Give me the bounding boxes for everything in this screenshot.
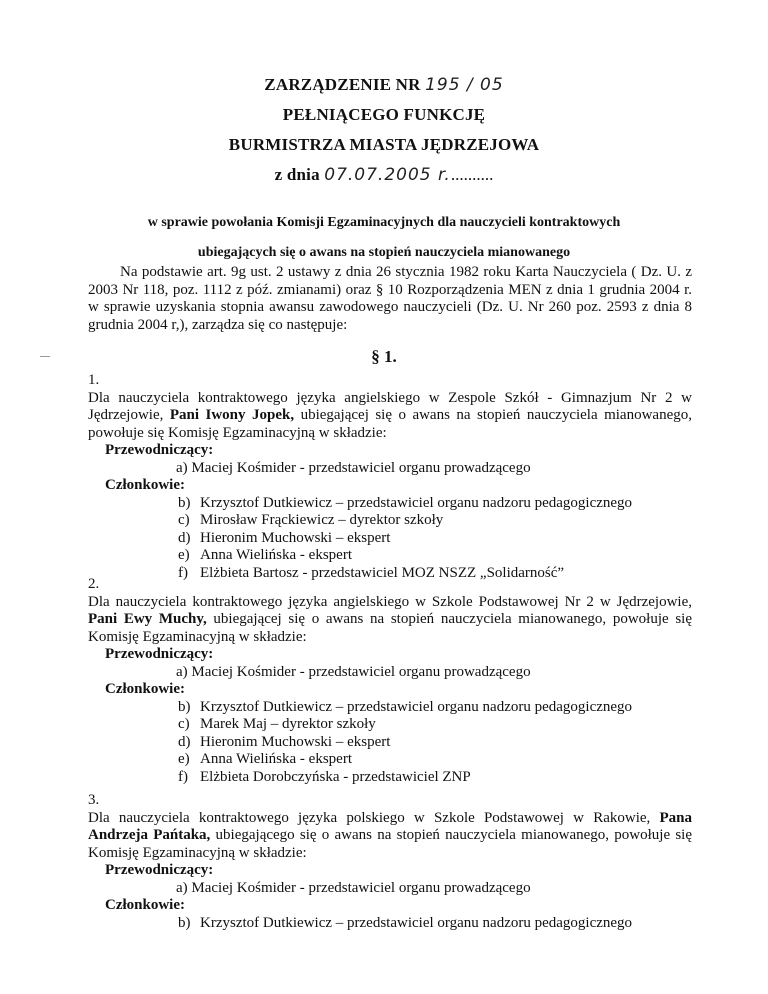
issuer-line: PEŁNIĄCEGO FUNKCJĘ <box>282 105 486 124</box>
section-2 <box>88 576 692 786</box>
list-item: b) Krzysztof Dutkiewicz – przedstawiciel organu nadzoru pedagogicznego <box>178 494 633 511</box>
chair-member: a) Maciej Kośmider - przedstawiciel organu prowadzącego <box>176 879 531 896</box>
section-1 <box>88 372 692 582</box>
list-item: c) Mirosław Frąckiewicz – dyrektor szkoły <box>178 512 444 528</box>
section-text: Dla nauczyciela kontraktowego języka angielskiego w Szkole Podstawowej Nr 2 w Jędrzejowie, Pani Ewy Muchy, ubiegającej się o awans na stopień nauczyciela mianowanego, powołuje się Komisję Egzaminacyjną w składzie: <box>88 593 692 645</box>
preamble <box>88 264 692 334</box>
chair-member: a) Maciej Kośmider - przedstawiciel organu prowadzącego <box>176 459 531 476</box>
subject-line-2: ubiegających się o awans na stopień nauczyciela mianowanego <box>197 245 571 260</box>
section-number: 3. <box>88 792 100 808</box>
chair-label: Przewodniczący: <box>105 862 214 878</box>
document-header <box>0 70 768 190</box>
chair-member: a) Maciej Kośmider - przedstawiciel organu prowadzącego <box>176 663 531 680</box>
section-text: Dla nauczyciela kontraktowego języka polskiego w Szkole Podstawowej w Rakowie, Pana Andrzeja Pańtaka, ubiegającego się o awans na stopień nauczyciela mianowanego, powołuje się Komisję Egzaminacyjną w składzie: <box>88 809 693 861</box>
date-handwritten: 07.07.2005 r. <box>324 165 451 185</box>
list-item: b) Krzysztof Dutkiewicz – przedstawiciel organu nadzoru pedagogicznego <box>178 914 633 931</box>
section-3 <box>88 792 692 932</box>
list-item: e) Anna Wielińska - ekspert <box>178 751 352 767</box>
order-number-line <box>0 70 768 100</box>
candidate-name: Pani Ewy Muchy, <box>88 611 207 627</box>
section-text: Dla nauczyciela kontraktowego języka angielskiego w Zespole Szkół - Gimnazjum Nr 2 w Jędrzejowie, Pani Iwony Jopek, ubiegającej się o awans na stopień nauczyciela mianowanego, powołuje się Komisję Egzaminacyjną w składzie: <box>88 389 692 441</box>
paragraph-sign: § 1. <box>371 347 397 366</box>
members-label: Członkowie: <box>105 477 185 493</box>
list-item: d) Hieronim Muchowski – ekspert <box>178 733 391 750</box>
document-subject <box>0 208 768 268</box>
list-item: b) Krzysztof Dutkiewicz – przedstawiciel organu nadzoru pedagogicznego <box>178 698 633 715</box>
chair-label: Przewodniczący: <box>105 442 214 458</box>
date-dots: .......... <box>450 165 494 184</box>
members-label: Członkowie: <box>105 897 185 913</box>
candidate-name: Pana Andrzeja Pańtaka, <box>88 809 692 843</box>
list-item: c) Marek Maj – dyrektor szkoły <box>178 716 376 732</box>
candidate-name: Pani Iwony Jopek, <box>169 407 295 423</box>
chair-label: Przewodniczący: <box>105 646 214 662</box>
list-item: e) Anna Wielińska - ekspert <box>178 547 352 563</box>
members-label: Członkowie: <box>105 681 185 697</box>
issuer-office-line: BURMISTRZA MIASTA JĘDRZEJOWA <box>228 135 540 154</box>
list-item: d) Hieronim Muchowski – ekspert <box>178 529 391 546</box>
preamble-text: Na podstawie art. 9g ust. 2 ustawy z dnia 26 stycznia 1982 roku Karta Nauczyciela ( Dz. U. z 2003 Nr 118, poz. 1112 z póź. zmianami) oraz § 10 Rozporządzenia MEN z dnia 1 grudnia 2004 r. w sprawie uzyskania stopnia awansu zawodowego nauczycieli (Dz. U. Nr 260 poz. 2593 z dnia 8 grudnia 2004 r,), zarządza się co następuje: <box>88 264 692 333</box>
list-item: f) Elżbieta Dorobczyńska - przedstawiciel ZNP <box>178 768 471 785</box>
section-number: 1. <box>88 372 100 388</box>
section-number: 2. <box>88 576 100 592</box>
order-title: ZARZĄDZENIE NR <box>264 75 421 94</box>
list-item: f) Elżbieta Bartosz - przedstawiciel MOZ NSZZ „Solidarność” <box>178 564 565 581</box>
date-prefix: z dnia <box>274 165 320 184</box>
subject-line-1: w sprawie powołania Komisji Egzaminacyjnych dla nauczycieli kontraktowych <box>147 215 621 230</box>
date-line <box>0 160 768 190</box>
order-number-handwritten: 195 / 05 <box>425 75 504 95</box>
